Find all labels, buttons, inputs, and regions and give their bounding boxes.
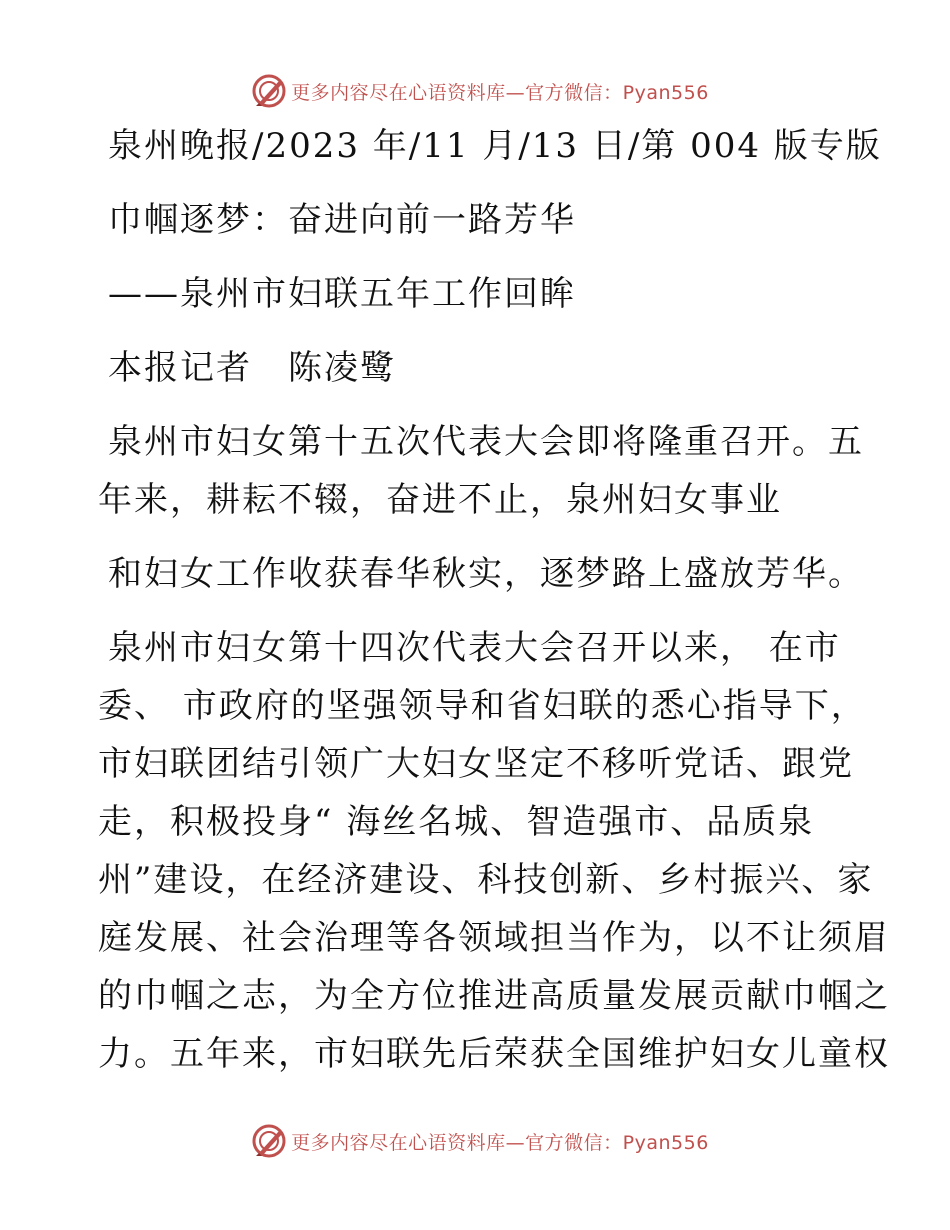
body-line: 泉州市妇女第十四次代表大会召开以来， 在市 xyxy=(108,628,841,668)
body-line: 的巾帼之志，为全方位推进高质量发展贡献巾帼之 xyxy=(98,976,890,1016)
body-line: 市妇联团结引领广大妇女坚定不移听党话、跟党 xyxy=(98,744,854,784)
body-line: 委、 市政府的坚强领导和省妇联的悉心指导下， xyxy=(98,686,867,726)
body-line: 走，积极投身“ 海丝名城、智造强市、品质泉 xyxy=(98,802,815,842)
body-line: 庭发展、社会治理等各领域担当作为，以不让须眉 xyxy=(98,918,890,958)
watermark-text: 更多内容尽在心语资料库—官方微信：Pyan556 xyxy=(291,1131,709,1154)
body-line: 泉州市妇女第十五次代表大会即将隆重召开。五 xyxy=(108,422,864,462)
pen-logo-icon xyxy=(251,1123,287,1159)
body-line: 州”建设，在经济建设、科技创新、乡村振兴、家 xyxy=(98,860,874,900)
byline: 本报记者 陈凌鹭 xyxy=(108,348,396,388)
body-line: 力。五年来，市妇联先后荣获全国维护妇女儿童权 xyxy=(98,1034,890,1074)
watermark-footer xyxy=(0,1121,950,1161)
watermark-text: 更多内容尽在心语资料库—官方微信：Pyan556 xyxy=(291,81,709,104)
article-subtitle: ——泉州市妇联五年工作回眸 xyxy=(108,274,576,314)
body-line: 和妇女工作收获春华秋实，逐梦路上盛放芳华。 xyxy=(108,554,864,594)
watermark-header xyxy=(0,71,950,111)
article-title: 巾帼逐梦：奋进向前一路芳华 xyxy=(108,200,576,240)
dateline: 泉州晚报/2023 年/11 月/13 日/第 004 版专版 xyxy=(108,126,882,166)
body-line: 年来，耕耘不辍，奋进不止，泉州妇女事业 xyxy=(98,480,782,520)
pen-logo-icon xyxy=(251,73,287,109)
